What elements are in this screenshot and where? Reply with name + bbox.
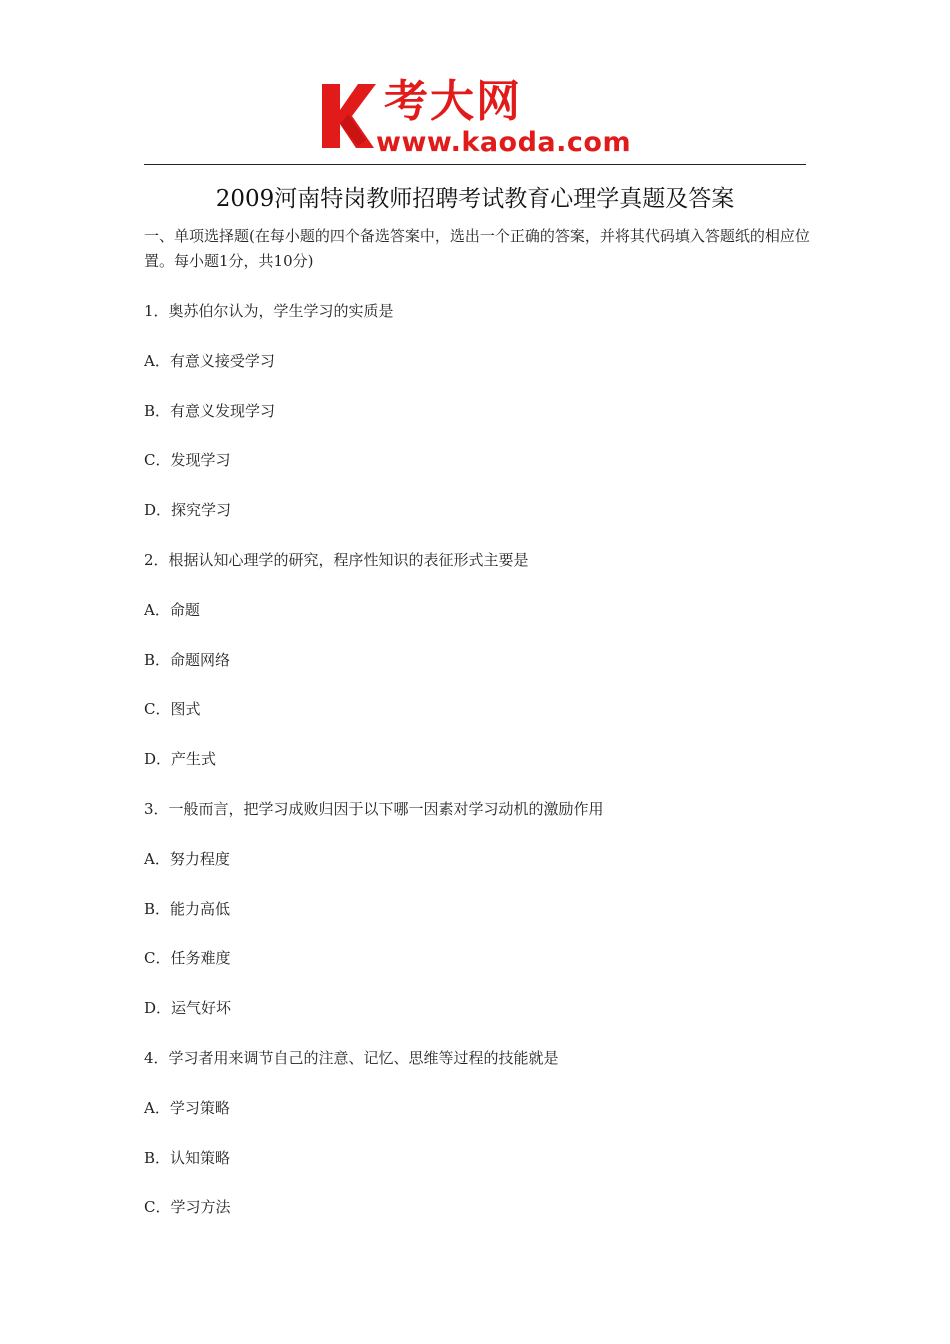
answer-option: C．发现学习: [144, 451, 231, 470]
answer-option: C．学习方法: [144, 1198, 231, 1217]
question-stem: 4．学习者用来调节自己的注意、记忆、思维等过程的技能就是: [144, 1048, 559, 1067]
answer-option: D．运气好坏: [144, 999, 232, 1018]
answer-option: A．努力程度: [144, 849, 230, 868]
header-divider: [144, 164, 806, 165]
section-intro: 一、单项选择题(在每小题的四个备选答案中，选出一个正确的答案，并将其代码填入答题纸的相应位置。每小题1分，共10分): [144, 227, 810, 270]
answer-option: B．命题网络: [144, 650, 231, 669]
answer-option: C．图式: [144, 700, 201, 719]
question-stem: 3．一般而言，把学习成败归因于以下哪一因素对学习动机的激励作用: [144, 799, 604, 818]
k-letter-logo-icon: [318, 80, 376, 150]
question-stem: 2．根据认知心理学的研究，程序性知识的表征形式主要是: [144, 550, 529, 569]
question-list: [144, 298, 806, 1244]
question-stem: 1．奥苏伯尔认为，学生学习的实质是: [144, 302, 394, 320]
document-title: 2009河南特岗教师招聘考试教育心理学真题及答案: [215, 186, 735, 212]
logo-chinese-text: 考大网: [384, 76, 522, 127]
kaoda-logo: [318, 78, 648, 160]
answer-option: B．能力高低: [144, 899, 231, 918]
logo-url-text: www.kaoda.com: [376, 127, 632, 158]
answer-option: A．命题: [144, 600, 200, 619]
answer-option: A．学习策略: [144, 1098, 230, 1117]
answer-option: D．探究学习: [144, 501, 232, 520]
answer-option: A．有意义接受学习: [144, 351, 275, 370]
answer-option: C．任务难度: [144, 949, 231, 968]
answer-option: B．有意义发现学习: [144, 401, 276, 420]
answer-option: B．认知策略: [144, 1148, 231, 1167]
answer-option: D．产生式: [144, 750, 217, 769]
